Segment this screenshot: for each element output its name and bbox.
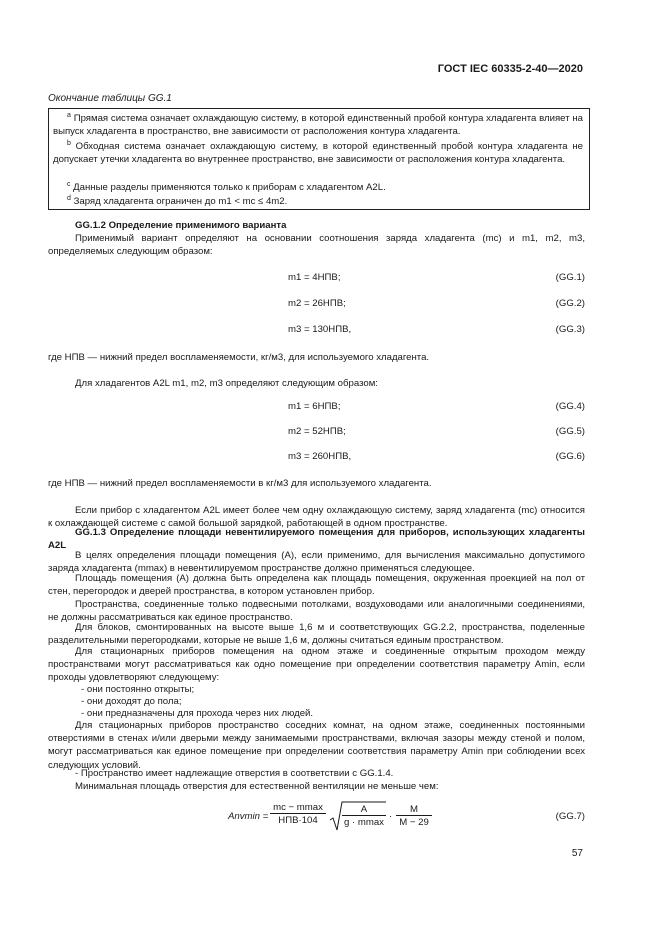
equation-gg7	[48, 800, 585, 834]
table-notes-box	[48, 108, 590, 210]
equation-gg7-num1: mc − mmax	[270, 802, 326, 814]
equation-gg5: m2 = 52НПВ; (GG.5)	[288, 426, 585, 437]
section-gg12-title: GG.1.2 Определение применимого варианта	[75, 220, 287, 231]
section-gg13-title: GG.1.3 Определение площади невентилируемого помещения для приборов, использующих хладагенты A2L	[48, 527, 585, 552]
equation-gg7-den2: g · mmax	[344, 817, 384, 828]
page-number: 57	[571, 848, 583, 859]
list-item-open: - они постоянно открыты;	[81, 684, 195, 695]
gg13-paragraph-6: Для стационарных приборов пространство соседних комнат, на одном этаже, соединенных постоянными отверстиями в стенах и/или дверьми между занимаемыми пространствами, включая зазоры между стеной и полом, могут рассматриваться как единое помещение при определении соответствия параметру Amin при соблюдении всех следующих условий.	[48, 720, 585, 771]
multiply-dot: ·	[389, 811, 393, 822]
equation-gg7-lhs: Anvmin =	[228, 811, 269, 822]
list-item-openings: - Пространство имеет надлежащие отверстия в соответствии с GG.1.4.	[75, 768, 394, 779]
equation-gg4: m1 = 6НПВ; (GG.4)	[288, 401, 585, 412]
note-b: $^b$ Обходная система означает охлаждающую систему, в которой единственный пробой контура хладагента не допускает утечки хладагента во внутреннее пространство, вне зависимости от расположения контура хладагента.	[53, 140, 584, 166]
a2l-intro: Для хладагентов A2L m1, m2, m3 определяют следующим образом:	[75, 378, 378, 389]
equation-gg3: m3 = 130НПВ, (GG.3)	[288, 324, 585, 335]
gg13-paragraph-2: Площадь помещения (A) должна быть определена как площадь помещения, окруженная проекцией на пол от стен, перегородок и дверей пространства, в котором установлен прибор.	[48, 573, 585, 598]
equation-gg7-num2: A	[342, 804, 386, 816]
gg13-paragraph-1: В целях определения площади помещения (A), если применимо, для вычисления максимально допустимого заряда хладагента (mmax) в невентилируемом пространстве должно применяться следующее.	[48, 550, 585, 575]
equation-gg1: m1 = 4НПВ; (GG.1)	[288, 272, 585, 283]
note-c: $^c$ Данные разделы применяются только к приборам с хладагентом A2L.	[67, 181, 386, 193]
equation-gg7-den1: НПВ·104	[278, 815, 318, 826]
gg13-paragraph-7: Минимальная площадь отверстия для естественной вентиляции не меньше чем:	[75, 781, 439, 792]
multi-system-paragraph: Если прибор с хладагентом A2L имеет более чем одну охлаждающую систему, заряд хладагента (mc) относится к охлаждающей системе с самой большой зарядкой, работающей в одном пространстве.	[48, 505, 585, 530]
gg13-paragraph-4: Для блоков, смонтированных на высоте выше 1,6 м и соответствующих GG.2.2, пространства, поделенные разделительными перегородками, которые не выше 1,6 м, должны считаться единым пространством.	[48, 622, 585, 647]
equation-gg7-num3: M	[396, 804, 432, 816]
gg13-paragraph-3: Пространства, соединенные только подвесными потолками, воздуховодами или аналогичными соединениями, не должны рассматриваться как единое пространство.	[48, 599, 585, 624]
list-item-floor: - они доходят до пола;	[81, 696, 182, 707]
document-header: ГОСТ IEC 60335-2-40—2020	[437, 63, 583, 75]
equation-gg7-den3: M − 29	[399, 817, 429, 828]
note-d: $^d$ Заряд хладагента ограничен до m1 < mc ≤ 4m2.	[67, 195, 288, 207]
where-npv-2: где НПВ — нижний предел воспламеняемости в кг/м3 для используемого хладагента.	[48, 478, 432, 489]
table-continuation-caption: Окончание таблицы GG.1	[48, 93, 172, 104]
gg13-paragraph-5: Для стационарных приборов помещения на одном этаже и соединенные открытым проходом между пространствами могут рассматриваться как одно помещение при определении соответствия параметру Amin, если проходы удовлетворяют следующему:	[48, 646, 585, 684]
list-item-people: - они предназначены для прохода через них людей.	[81, 708, 314, 719]
equation-gg7-number: (GG.7)	[555, 811, 585, 822]
where-npv-1: где НПВ — нижний предел воспламеняемости, кг/м3, для используемого хладагента.	[48, 352, 430, 363]
note-a: $^a$ Прямая система означает охлаждающую систему, в которой единственный пробой контура хладагента влияет на выпуск хладагента в пространство, вне зависимости от расположения контура хладагента.	[53, 112, 583, 138]
gg12-intro: Применимый вариант определяют на основании соотношения заряда хладагента (mc) и m1, m2, m3, определяемых следующим образом:	[48, 233, 585, 258]
equation-gg6: m3 = 260НПВ, (GG.6)	[288, 451, 585, 462]
equation-gg2: m2 = 26НПВ; (GG.2)	[288, 298, 585, 309]
